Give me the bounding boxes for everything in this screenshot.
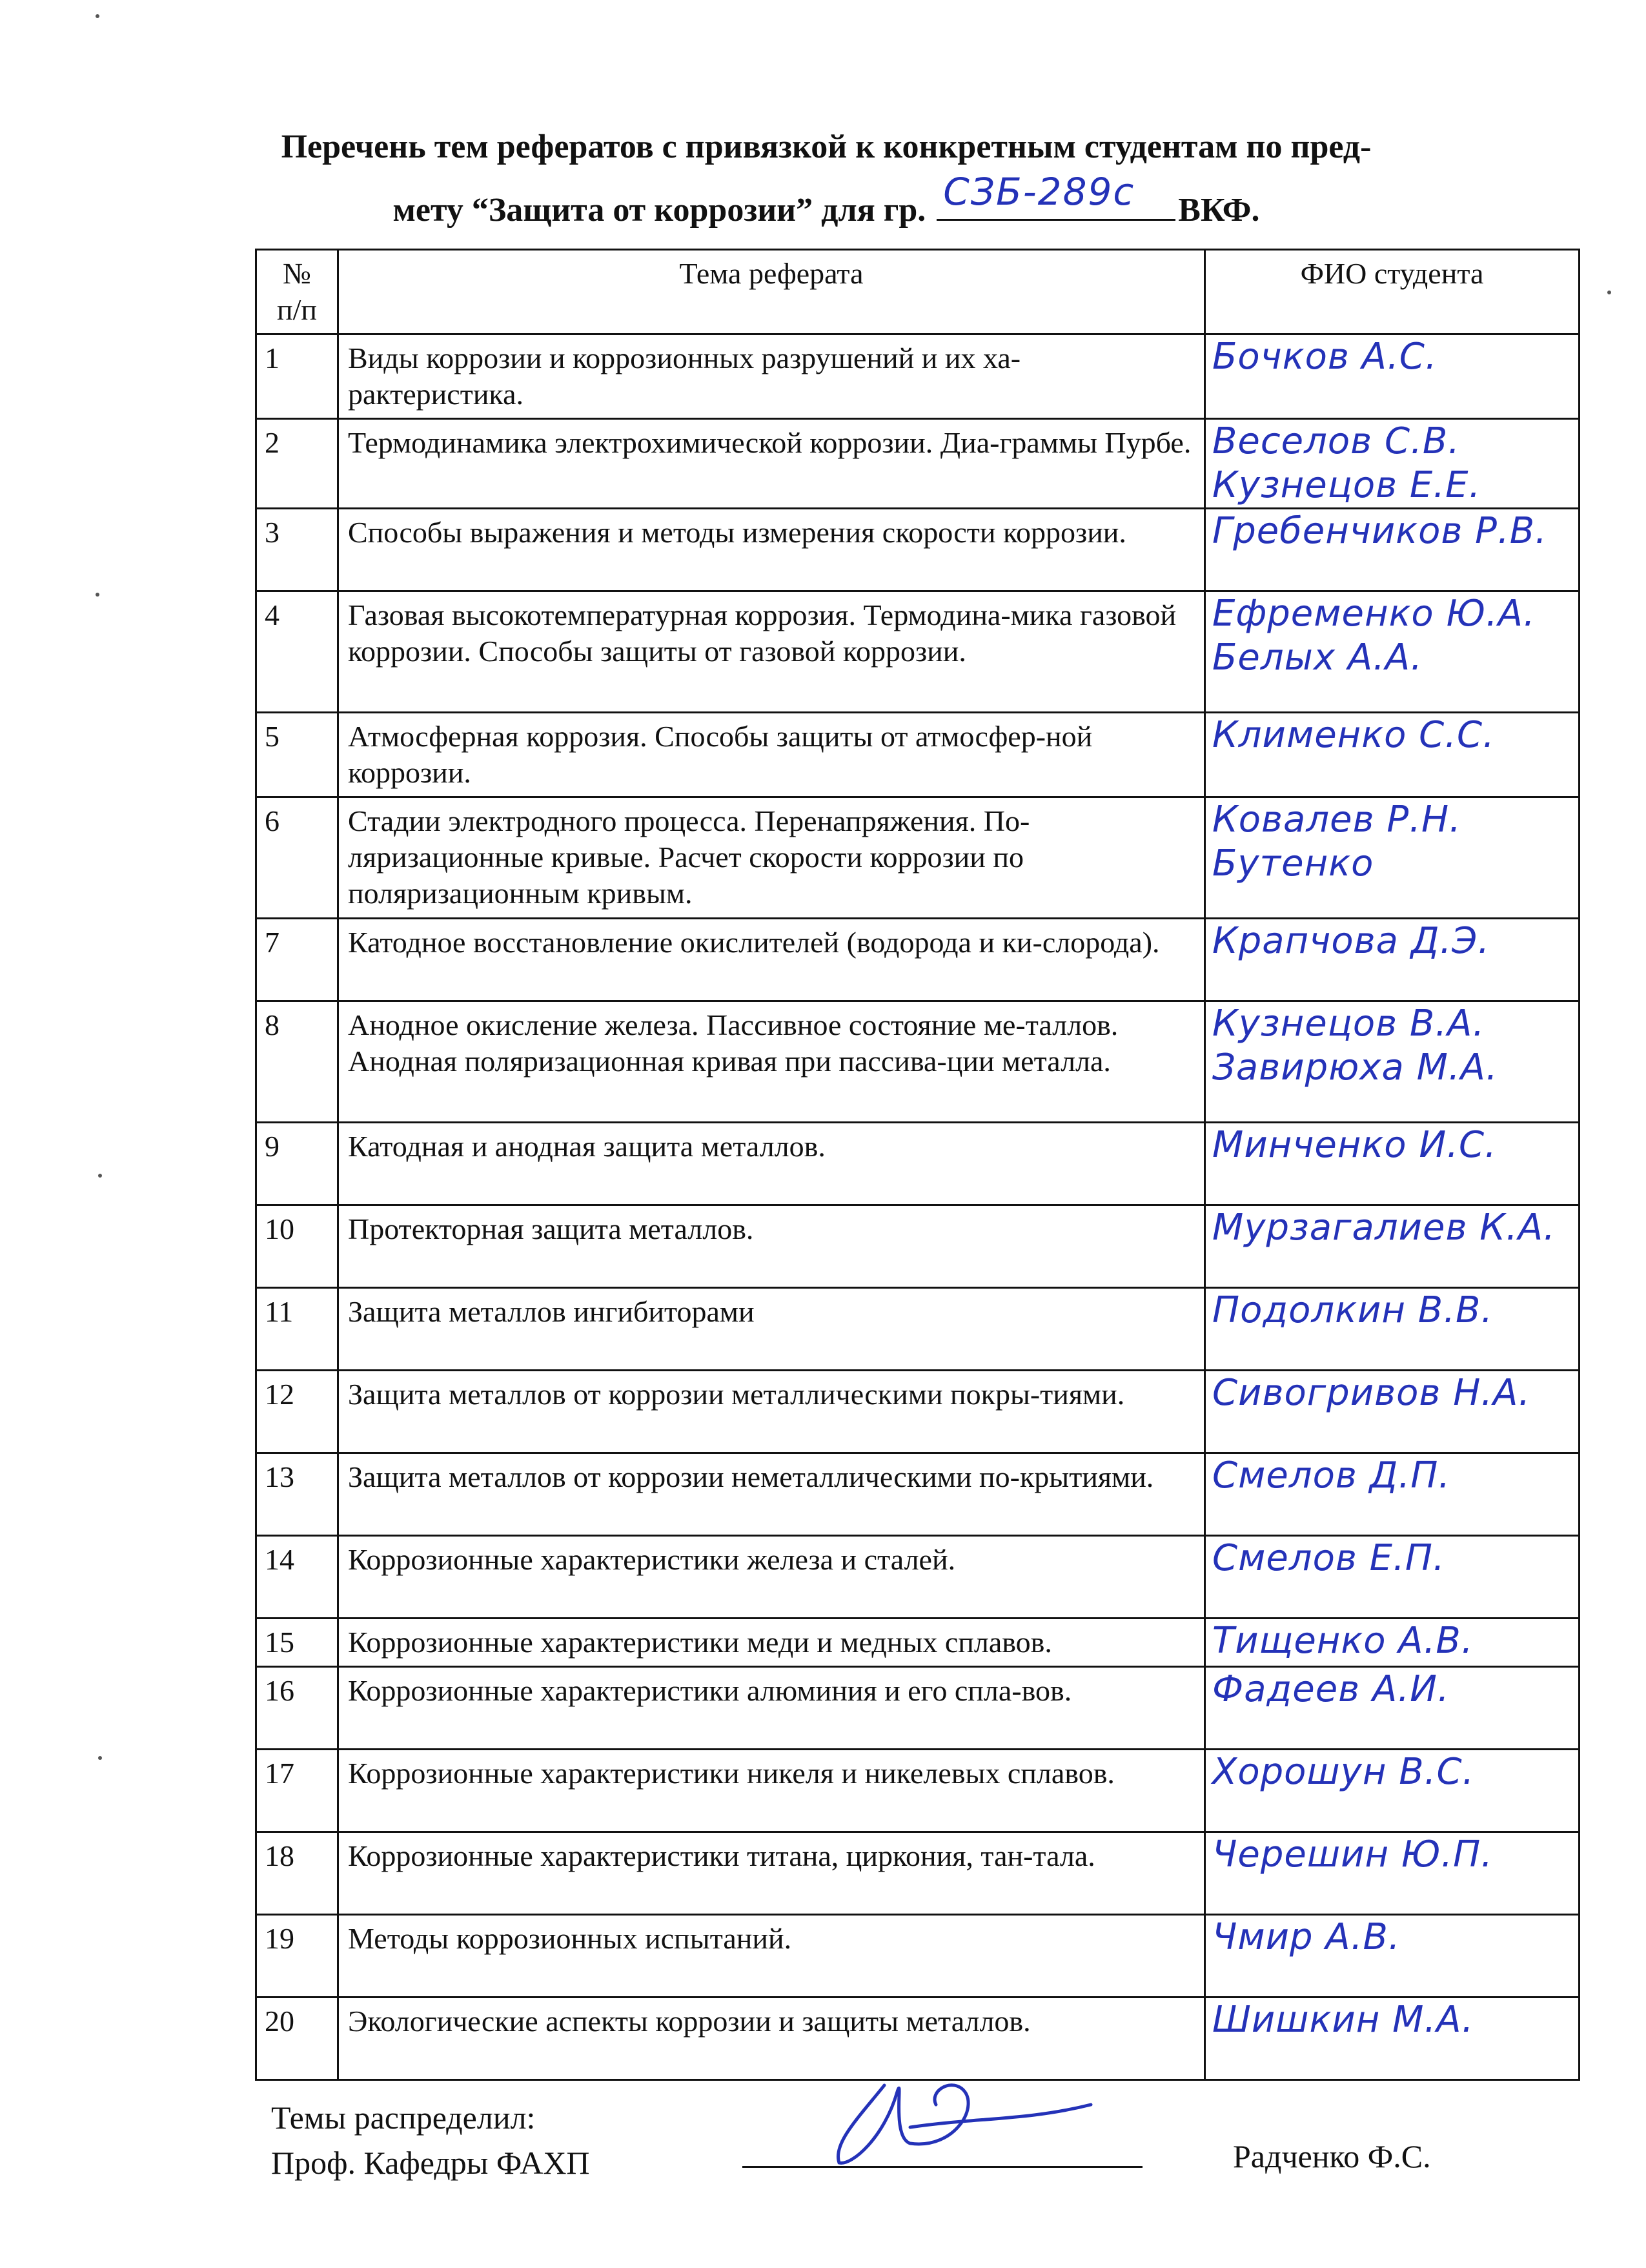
table-row <box>256 1832 1580 1915</box>
row-students <box>1205 1915 1580 1997</box>
row-number: 6 <box>256 797 338 919</box>
row-students <box>1205 334 1580 419</box>
table-row <box>256 591 1580 713</box>
table-row <box>256 797 1580 919</box>
student-name-handwritten: Хорошун В.С. <box>1212 1751 1475 1793</box>
row-number: 4 <box>256 591 338 713</box>
footer-left <box>271 2095 590 2185</box>
column-header-number: № п/п <box>256 250 338 334</box>
topics-table <box>255 249 1580 2081</box>
row-topic: Анодное окисление железа. Пассивное состояние ме-таллов. Анодная поляризационная кривая при пассива-ции металла. <box>338 1001 1205 1123</box>
row-students <box>1205 509 1580 591</box>
student-name-handwritten: Фадеев А.И. <box>1212 1668 1450 1710</box>
row-number: 13 <box>256 1453 338 1536</box>
row-topic: Защита металлов ингибиторами <box>338 1288 1205 1371</box>
row-topic: Коррозионные характеристики никеля и никелевых сплавов. <box>338 1750 1205 1832</box>
row-students <box>1205 1123 1580 1205</box>
row-students <box>1205 1371 1580 1453</box>
footer-distributed-label: Темы распределил: <box>271 2099 536 2136</box>
table-row <box>256 419 1580 509</box>
student-name-handwritten: Чмир А.В. <box>1212 1916 1401 1958</box>
student-name-handwritten: Подолкин В.В. <box>1212 1289 1494 1331</box>
row-topic: Стадии электродного процесса. Перенапряжения. По-ляризационные кривые. Расчет скорости коррозии по поляризационным кривым. <box>338 797 1205 919</box>
title-line-1: Перечень тем рефератов с привязкой к конкретным студентам по пред- <box>281 128 1372 165</box>
row-topic: Коррозионные характеристики железа и сталей. <box>338 1536 1205 1619</box>
student-name-handwritten: Завирюха М.А. <box>1212 1047 1498 1088</box>
row-number: 7 <box>256 919 338 1001</box>
row-topic: Атмосферная коррозия. Способы защиты от атмосфер-ной коррозии. <box>338 713 1205 797</box>
student-name-handwritten: Смелов Д.П. <box>1212 1455 1451 1497</box>
row-number: 2 <box>256 419 338 509</box>
row-number: 19 <box>256 1915 338 1997</box>
student-name-handwritten: Ковалев Р.Н. <box>1212 799 1461 841</box>
table-row <box>256 1371 1580 1453</box>
row-number: 14 <box>256 1536 338 1619</box>
scan-speck <box>96 593 99 597</box>
row-students <box>1205 797 1580 919</box>
student-name-handwritten: Смелов Е.П. <box>1212 1537 1445 1579</box>
student-name-handwritten: Мурзагалиев К.А. <box>1212 1207 1556 1249</box>
student-name-handwritten: Бочков А.С. <box>1212 336 1438 378</box>
row-students <box>1205 919 1580 1001</box>
row-topic: Протекторная защита металлов. <box>338 1205 1205 1288</box>
row-students <box>1205 1205 1580 1288</box>
scan-speck <box>1607 291 1611 294</box>
table-row <box>256 1536 1580 1619</box>
row-students <box>1205 1997 1580 2080</box>
student-name-handwritten: Крапчова Д.Э. <box>1212 920 1490 962</box>
row-number: 11 <box>256 1288 338 1371</box>
table-row <box>256 1205 1580 1288</box>
group-number-field <box>937 170 1175 221</box>
scan-speck <box>96 14 99 18</box>
row-topic: Катодная и анодная защита металлов. <box>338 1123 1205 1205</box>
student-name-handwritten: Белых А.А. <box>1212 637 1423 679</box>
row-number: 5 <box>256 713 338 797</box>
student-name-handwritten: Кузнецов В.А. <box>1212 1003 1485 1045</box>
row-topic: Термодинамика электрохимической коррозии. Диа-граммы Пурбе. <box>338 419 1205 509</box>
row-number: 20 <box>256 1997 338 2080</box>
table-row <box>256 1123 1580 1205</box>
group-number-handwritten: СЗБ-289с <box>943 170 1135 214</box>
document-title <box>148 116 1504 241</box>
table-row <box>256 334 1580 419</box>
row-students <box>1205 1453 1580 1536</box>
professor-name: Радченко Ф.С. <box>1233 2138 1431 2174</box>
row-students <box>1205 1536 1580 1619</box>
student-name-handwritten: Ефременко Ю.А. <box>1212 593 1536 635</box>
row-topic: Коррозионные характеристики титана, циркония, тан-тала. <box>338 1832 1205 1915</box>
row-topic: Защита металлов от коррозии неметаллическими по-крытиями. <box>338 1453 1205 1536</box>
table-body <box>256 334 1580 2080</box>
student-name-handwritten: Гребенчиков Р.В. <box>1212 510 1547 552</box>
table-row <box>256 1619 1580 1667</box>
title-line-2-end: ВКФ. <box>1178 192 1260 229</box>
student-name-handwritten: Шишкин М.А. <box>1212 1999 1474 2041</box>
row-number: 17 <box>256 1750 338 1832</box>
table-row <box>256 1288 1580 1371</box>
row-students <box>1205 1619 1580 1667</box>
row-students <box>1205 1832 1580 1915</box>
row-students <box>1205 1001 1580 1123</box>
row-number: 12 <box>256 1371 338 1453</box>
student-name-handwritten: Клименко С.С. <box>1212 714 1495 756</box>
table-row <box>256 509 1580 591</box>
student-name-handwritten: Кузнецов Е.Е. <box>1212 464 1481 506</box>
title-line-2-start: мету “Защита от коррозии” для гр. <box>392 192 926 229</box>
row-number: 8 <box>256 1001 338 1123</box>
row-topic: Газовая высокотемпературная коррозия. Термодина-мика газовой коррозии. Способы защиты от газовой коррозии. <box>338 591 1205 713</box>
table-row <box>256 1001 1580 1123</box>
student-name-handwritten: Тищенко А.В. <box>1212 1620 1474 1662</box>
row-number: 16 <box>256 1667 338 1750</box>
row-number: 1 <box>256 334 338 419</box>
row-students <box>1205 713 1580 797</box>
row-students <box>1205 419 1580 509</box>
scan-speck <box>98 1174 102 1178</box>
title-line-2 <box>148 170 1504 241</box>
row-topic: Защита металлов от коррозии металлическими покры-тиями. <box>338 1371 1205 1453</box>
row-number: 15 <box>256 1619 338 1667</box>
row-students <box>1205 1667 1580 1750</box>
table-header-row <box>256 250 1580 334</box>
row-topic: Экологические аспекты коррозии и защиты металлов. <box>338 1997 1205 2080</box>
row-number: 3 <box>256 509 338 591</box>
table-row <box>256 713 1580 797</box>
row-students <box>1205 1288 1580 1371</box>
row-students <box>1205 591 1580 713</box>
row-topic: Катодное восстановление окислителей (водорода и ки-слорода). <box>338 919 1205 1001</box>
row-students <box>1205 1750 1580 1832</box>
row-topic: Способы выражения и методы измерения скорости коррозии. <box>338 509 1205 591</box>
row-number: 9 <box>256 1123 338 1205</box>
table-row <box>256 1667 1580 1750</box>
row-topic: Виды коррозии и коррозионных разрушений и их ха-рактеристика. <box>338 334 1205 419</box>
table-row <box>256 919 1580 1001</box>
row-topic: Коррозионные характеристики меди и медных сплавов. <box>338 1619 1205 1667</box>
table-row <box>256 1915 1580 1997</box>
footer-department-label: Проф. Кафедры ФАХП <box>271 2145 590 2181</box>
column-header-topic: Тема реферата <box>338 250 1205 334</box>
row-number: 10 <box>256 1205 338 1288</box>
professor-signature <box>813 2066 1097 2169</box>
row-topic: Коррозионные характеристики алюминия и его спла-вов. <box>338 1667 1205 1750</box>
scan-speck <box>98 1756 102 1760</box>
table-row <box>256 1453 1580 1536</box>
student-name-handwritten: Бутенко <box>1212 843 1374 884</box>
column-header-student: ФИО студента <box>1205 250 1580 334</box>
row-topic: Методы коррозионных испытаний. <box>338 1915 1205 1997</box>
student-name-handwritten: Минченко И.С. <box>1212 1124 1497 1166</box>
table-row <box>256 1750 1580 1832</box>
student-name-handwritten: Черешин Ю.П. <box>1212 1834 1494 1875</box>
student-name-handwritten: Сивогривов Н.А. <box>1212 1372 1531 1414</box>
row-number: 18 <box>256 1832 338 1915</box>
student-name-handwritten: Веселов С.В. <box>1212 420 1461 462</box>
